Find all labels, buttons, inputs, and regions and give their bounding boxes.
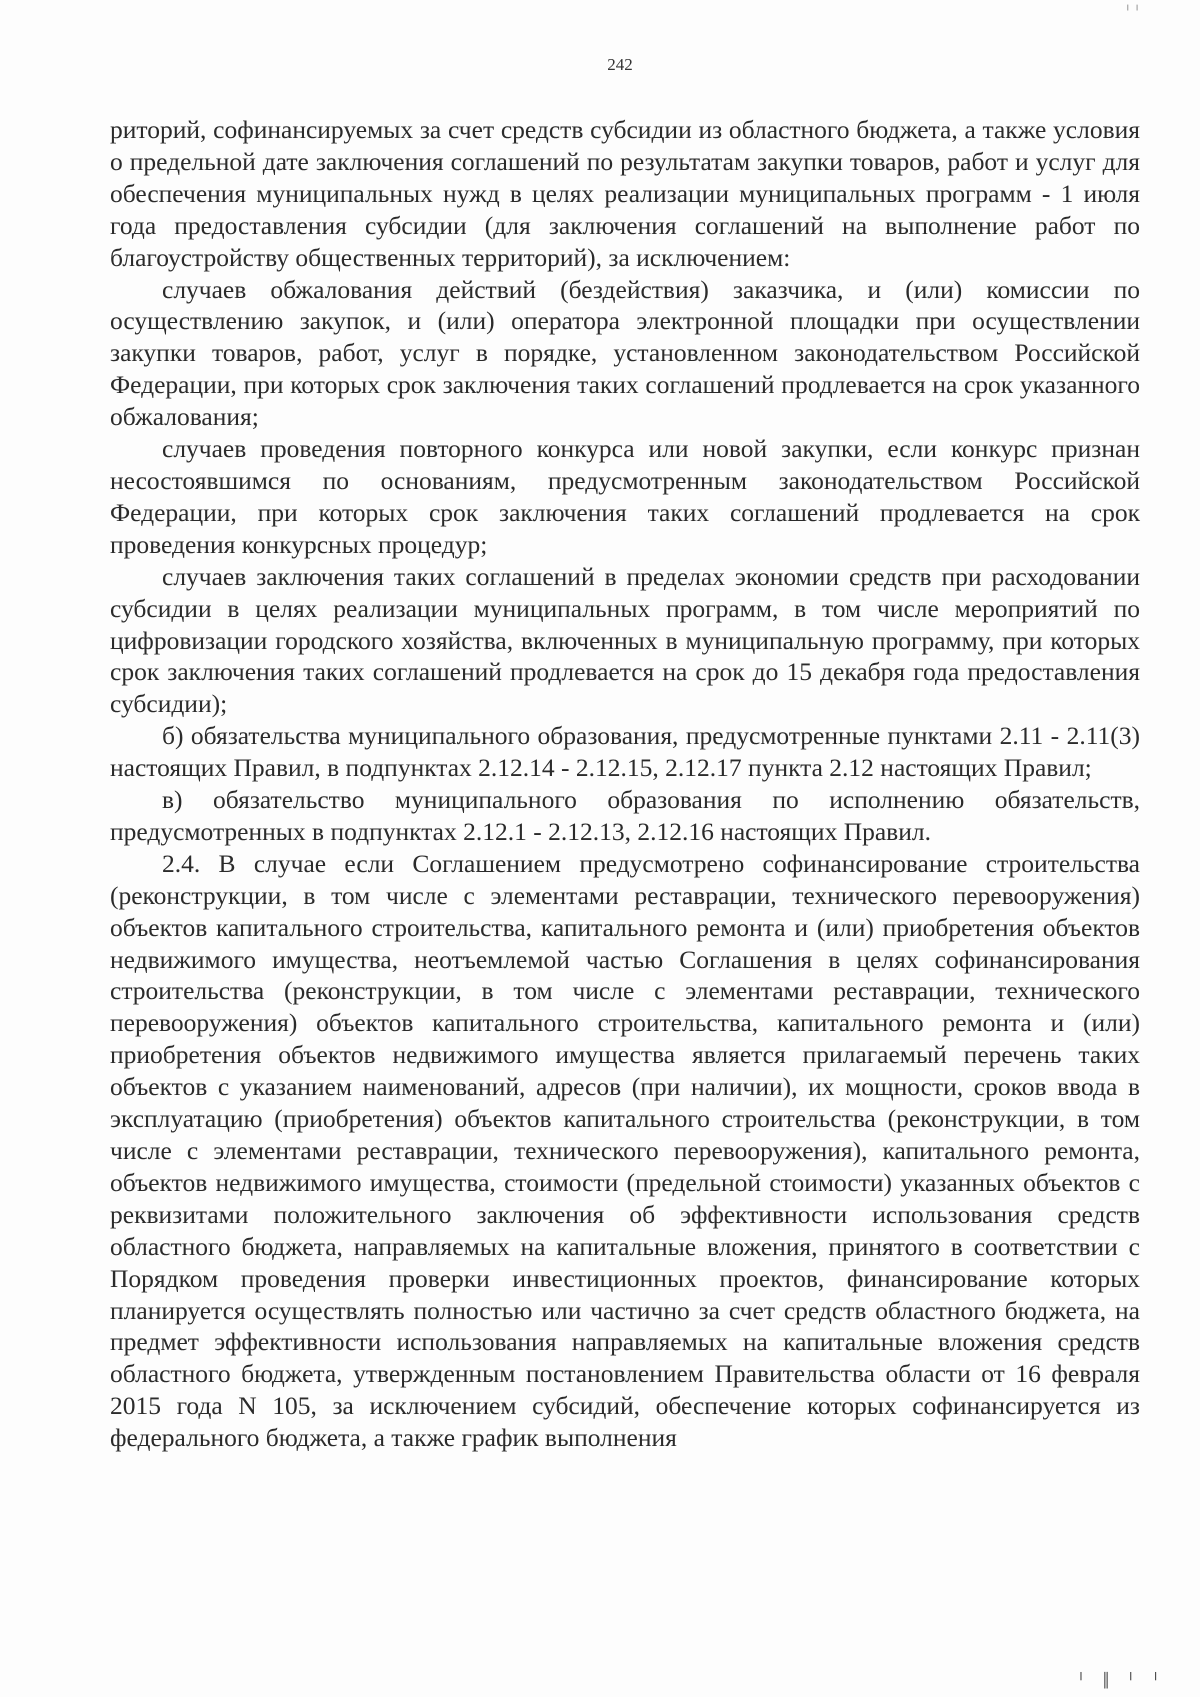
- paragraph-appeal-cases: случаев обжалования действий (бездействия) заказчика, и (или) комиссии по осуществлению закупок, и (или) оператора электронной площадки при осуществлении закупки товаров, работ, услуг в порядке, установленном законодательством Российской Федерации, при которых срок заключения таких соглашений продлевается на срок указанного обжалования;: [110, 274, 1140, 432]
- page-number: 242: [607, 55, 633, 74]
- paragraph-repeat-tender-cases: случаев проведения повторного конкурса или новой закупки, если конкурс признан несостоявшимся по основаниям, предусмотренным законодательством Российской Федерации, при которых срок заключения таких соглашений продлевается на срок проведения конкурсных процедур;: [110, 434, 1140, 559]
- paragraph-2-4: 2.4. В случае если Соглашением предусмотрено софинансирование строительства (реконструкции, в том числе с элементами реставрации, технического перевооружения) объектов капитального строительства, капитального ремонта и (или) приобретения объектов недвижимого имущества, неотъемлемой частью Соглашения в целях софинансирования строительства (реконструкции, в том числе с элементами реставрации, технического перевооружения) объектов капитального строительства, капитального ремонта и (или) приобретения объектов недвижимого имущества является прилагаемый перечень таких объектов с указанием наименований, адресов (при наличии), их мощности, сроков ввода в эксплуатацию (приобретения) объектов капитального строительства (реконструкции, в том числе с элементами реставрации, технического перевооружения), капитального ремонта, объектов недвижимого имущества, стоимости (предельной стоимости) указанных объектов с реквизитами положительного заключения об эффективности использования средств областного бюджета, направляемых на капитальные вложения, принятого в соответствии с Порядком проведения проверки инвестиционных проектов, финансирование которых планируется осуществлять полностью или частично за счет средств областного бюджета, на предмет эффективности использования направляемых на капитальные вложения средств областного бюджета, утвержденным постановлением Правительства области от 16 февраля 2015 года N 105, за исключением субсидий, обеспечение которых софинансируется из федерального бюджета, а также график выполнения: [110, 848, 1140, 1453]
- scan-corner-marks: ╵ ║ ╵ ╵: [1076, 1673, 1166, 1689]
- paragraph-continuation: риторий, софинансируемых за счет средств субсидии из областного бюджета, а также условия о предельной дате заключения соглашений по результатам закупки товаров, работ и услуг для обеспечения муниципальных нужд в целях реализации муниципальных программ - 1 июля года предоставления субсидии (для заключения соглашений на выполнение работ по благоустройству общественных территорий), за исключением:: [110, 115, 1140, 272]
- paragraph-item-b: б) обязательства муниципального образования, предусмотренные пунктами 2.11 - 2.11(3) настоящих Правил, в подпунктах 2.12.14 - 2.12.15, 2.12.17 пункта 2.12 настоящих Правил;: [110, 721, 1140, 783]
- document-body: [110, 114, 1140, 1454]
- scan-edge-marks: ╷ ╷: [1124, 0, 1140, 11]
- paragraph-item-v: в) обязательство муниципального образования по исполнению обязательств, предусмотренных в подпунктах 2.12.1 - 2.12.13, 2.12.16 настоящих Правил.: [110, 785, 1140, 846]
- paragraph-savings-cases: случаев заключения таких соглашений в пределах экономии средств при расходовании субсидии в целях реализации муниципальных программ, в том числе мероприятий по цифровизации городского хозяйства, включенных в муниципальную программу, при которых срок заключения таких соглашений продлевается на срок до 15 декабря года предоставления субсидии);: [110, 561, 1140, 719]
